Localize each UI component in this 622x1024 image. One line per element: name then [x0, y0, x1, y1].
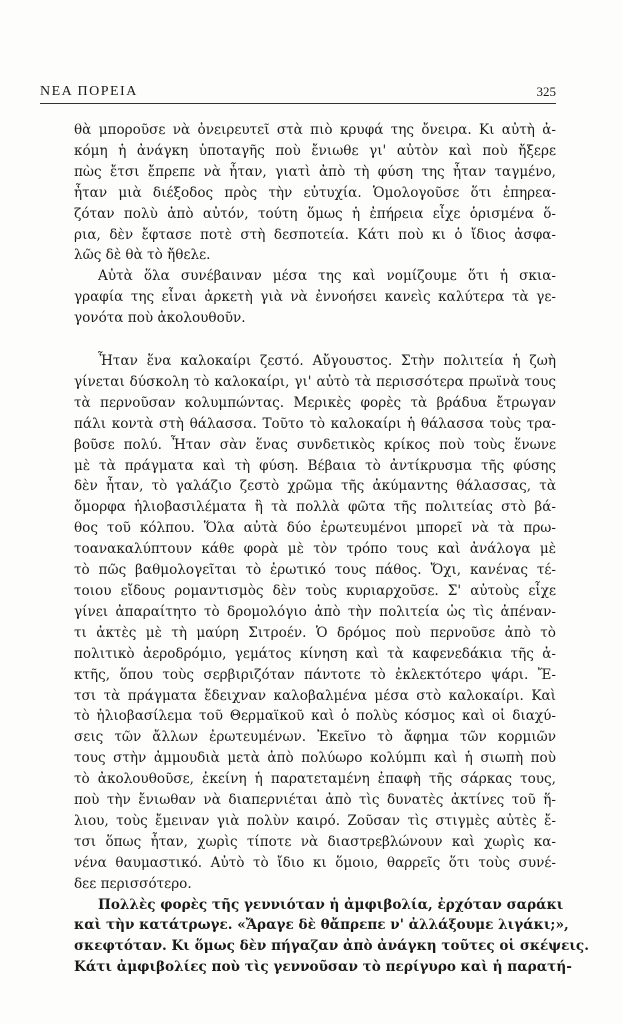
text-line: γραφία της εἶναι ἀρκετὴ γιὰ νὰ ἐννοήσει κανεὶς καλύτερα τὰ γε- — [74, 289, 556, 306]
text-line: βοῦσε πολύ. Ἦταν σὰν ἕνας συνδετικὸς κρίκος ποὺ τοὺς ἕνωνε — [74, 436, 556, 453]
journal-title: ΝΕΑ ΠΟΡΕΙΑ — [40, 84, 138, 99]
text-line: λιου, τοὺς ἔμειναν γιὰ πολὺν καιρό. Ζοῦσαν τὶς στιγμὲς αὐτὲς ἔ- — [74, 812, 556, 829]
text-line: ὄμορφα ἡλιοβασιλέματα ἢ τὰ πολλὰ φῶτα τῆς πολιτείας στὸ βά- — [74, 499, 556, 516]
text-line: τσι ὅπως ἦταν, χωρὶς τίποτε νὰ διαστρεβλώνουν καὶ χωρὶς κα- — [74, 833, 556, 850]
running-header — [40, 80, 556, 100]
text-line: Πολλὲς φορὲς τῆς γεννιόταν ἡ ἀμφιβολία, ἐρχόταν σαράκι — [98, 896, 564, 913]
text-line: Αὐτὰ ὅλα συνέβαιναν μέσα της καὶ νομίζουμε ὅτι ἡ σκια- — [98, 268, 556, 285]
text-line: πάλι κοντὰ στὴ θάλασσα. Τοῦτο τὸ καλοκαίρι ἡ θάλασσα τοὺς τρα- — [74, 415, 556, 432]
page-number: 325 — [536, 84, 556, 99]
text-line: Κάτι ἀμφιβολίες ποὺ τὶς γεννοῦσαν τὸ περίγυρο καὶ ἡ παρατή- — [74, 959, 572, 976]
text-line: μὲ τὰ πράγματα καὶ τὴ φύση. Βέβαια τὸ ἀντίκρυσμα τῆς φύσης — [74, 457, 556, 474]
text-line: σκεφτόταν. Κι ὅμως δὲν πήγαζαν ἀπὸ ἀνάγκη τοῦτες οἱ σκέψεις. — [74, 938, 589, 955]
text-line: δεε περισσότερο. — [74, 875, 192, 892]
text-line: τὸ ἡλιοβασίλεμα τοῦ Θερμαϊκοῦ καὶ ὁ πολὺς κόσμος καὶ οἱ διαχύ- — [74, 708, 556, 725]
text-block-2 — [74, 351, 589, 978]
text-line: σεις τῶν ἄλλων ἐρωτευμένων. Ἐκεῖνο τὸ ἄφημα τῶν κορμιῶν — [74, 729, 556, 746]
text-line: τους στὴν ἀμμουδιὰ μετὰ ἀπὸ πολύωρο κολύμπι καὶ ἡ σιωπὴ ποὺ — [74, 750, 556, 767]
text-line: γίνει ἀπαραίτητο τὸ δρομολόγιο ἀπὸ τὴν πολιτεία ὡς τὶς ἀπέναν- — [74, 603, 556, 620]
text-line: ρια, δὲν ἔφτασε ποτὲ στὴ δεσποτεία. Κάτι ποὺ κι ὁ ἴδιος ἀσφα- — [74, 226, 556, 243]
text-line: Ἦταν ἕνα καλοκαίρι ζεστό. Αὔγουστος. Στὴν πολιτεία ἡ ζωὴ — [98, 353, 556, 369]
text-line: θὰ μποροῦσε νὰ ὀνειρευτεῖ στὰ πιὸ κρυφά της ὄνειρα. Κι αὐτὴ ἀ- — [74, 122, 556, 138]
paragraph-3 — [74, 351, 556, 895]
text-line: ζόταν πολὺ ἀπὸ αὐτόν, τούτη ὅμως ἡ ἐπήρεια εἶχε ὁρισμένα ὅ- — [74, 205, 556, 222]
text-line: ἦταν μιὰ διέξοδος πρὸς τὴν εὐτυχία. Ὁμολογοῦσε ὅτι ἐπηρεα- — [74, 184, 556, 201]
text-line: γίνεται δύσκολη τὸ καλοκαίρι, γι' αὐτὸ τὰ περισσότερα πρωϊνὰ τους — [74, 373, 556, 390]
header-rule — [40, 103, 556, 104]
paragraph-2 — [74, 266, 556, 329]
text-line: κόμη ἡ ἀνάγκη ὑποταγῆς ποὺ ἔνιωθε γι' αὐτὸν καὶ ποὺ ἤξερε — [74, 142, 556, 159]
text-block-1 — [74, 120, 556, 329]
text-line: κτῆς, ὅπου τοὺς σερβιριζόταν πάντοτε τὸ ἐκλεκτότερο ψάρι. Ἔ- — [74, 666, 556, 683]
text-line: τὸ πῶς βαθμολογεῖται τὸ ἐρωτικό τους πάθος. Ὄχι, κανένας τέ- — [74, 562, 556, 579]
text-line: τὸ ἀκολουθοῦσε, ἐκείνη ἡ παρατεταμένη ἐπαφὴ τῆς σάρκας τους, — [74, 771, 556, 788]
text-line: τοανακαλύπτουν κάθε φορὰ μὲ τὸν τρόπο τους καὶ ἀνάλογα μὲ — [74, 541, 556, 558]
paragraph-1 — [74, 120, 556, 266]
text-line: νένα θαυμαστικό. Αὐτὸ τὸ ἴδιο κι ὅμοιο, θαρρεῖς ὅτι τοὺς συνέ- — [74, 854, 556, 871]
text-line: θος τοῦ κόλπου. Ὅλα αὐτὰ δύο ἐρωτευμένοι μπορεῖ νὰ τὰ πρω- — [74, 520, 556, 537]
text-line: γονότα ποὺ ἀκολουθοῦν. — [74, 310, 246, 327]
text-line: τι ἀκτὲς μὲ τὴ μαύρη Σιτροέν. Ὁ δρόμος ποὺ περνοῦσε ἀπὸ τὸ — [74, 624, 556, 641]
text-line: δὲν ἦταν, τὸ γαλάζιο ζεστὸ χρῶμα τῆς ἀκύμαντης θάλασσας, τὰ — [74, 478, 556, 495]
text-line: τοιου εἴδους ρομαντισμὸς δὲν τοὺς κυριαρχοῦσε. Σ' αὐτοὺς εἶχε — [74, 582, 556, 599]
text-line: πολιτικὸ ἀεροδρόμιο, γεμάτος κίνηση καὶ τὰ καφενεδάκια τῆς ἀ- — [74, 645, 556, 662]
text-line: ποὺ τὴν ἔνιωθαν νὰ διαπερνιέται ἀπὸ τὶς δυνατὲς ἀκτίνες τοῦ ἥ- — [74, 792, 556, 809]
text-line: λῶς δὲ θὰ τὸ ἤθελε. — [74, 247, 211, 264]
text-line: τσι τὰ πράγματα ἔδειχναν καλοβαλμένα μέσα στὸ καλοκαίρι. Καὶ — [74, 687, 556, 704]
text-line: τὰ περνοῦσαν κολυμπώντας. Μερικὲς φορὲς τὰ βράδυα ἔτρωγαν — [74, 394, 556, 411]
text-line: πὼς ἔτσι ἔπρεπε νὰ ἦταν, γιατὶ ἀπὸ τὴ φύση της ἦταν ταγμένο, — [74, 163, 556, 180]
paragraph-4 — [74, 895, 589, 979]
text-line: καὶ τὴν κατάτρωγε. «Ἄραγε δὲ θἄπρεπε ν' ἀλλάξουμε λιγάκι;», — [74, 917, 569, 934]
